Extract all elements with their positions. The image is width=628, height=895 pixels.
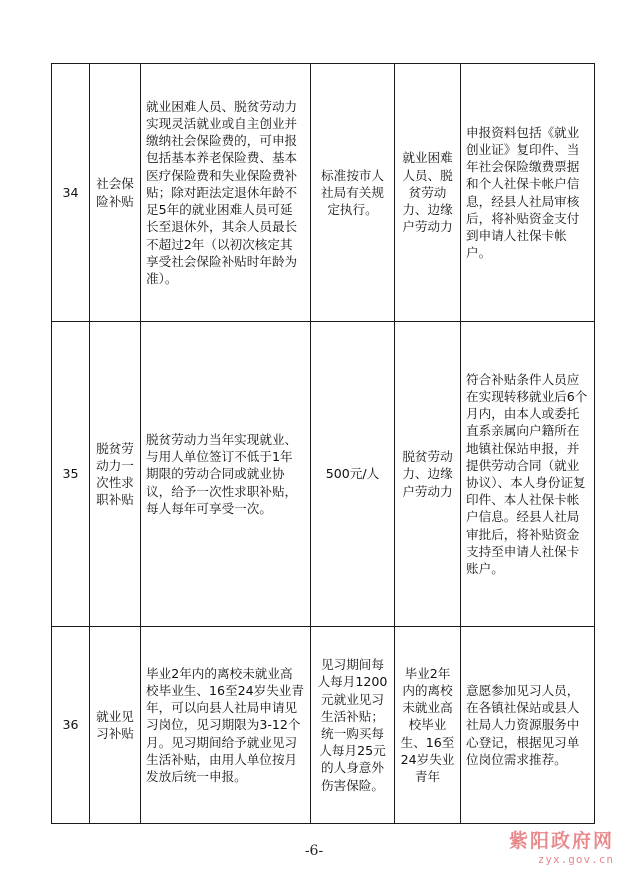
subsidy-standard: 标准按市人社局有关规定执行。 bbox=[311, 64, 395, 322]
table-row bbox=[52, 627, 595, 824]
subsidy-standard: 见习期间每人每月1200元就业见习生活补贴；统一购买每人每月25元的人身意外伤害保险。 bbox=[311, 627, 395, 824]
subsidy-standard: 500元/人 bbox=[311, 322, 395, 627]
page-number: -6- bbox=[304, 843, 324, 859]
application-procedure: 意愿参加见习人员，在各镇社保站或县人社局人力资源服务中心登记，根据见习单位岗位需求推荐。 bbox=[461, 627, 595, 824]
target-group: 脱贫劳动力、边缘户劳动力 bbox=[395, 322, 461, 627]
site-watermark bbox=[509, 826, 614, 866]
watermark-url: zyx.gov.cn bbox=[537, 853, 614, 866]
table-row bbox=[52, 322, 595, 627]
subsidy-name: 脱贫劳动力一次性求职补贴 bbox=[90, 322, 141, 627]
eligibility-conditions: 毕业2年内的离校未就业高校毕业生、16至24岁失业青年，可以向县人社局申请见习岗位，见习期限为3-12个月。见习期间给予就业见习生活补贴，由用人单位按月发放后统一申报。 bbox=[141, 627, 311, 824]
application-procedure: 申报资料包括《就业创业证》复印件、当年社会保险缴费票据和个人社保卡帐户信息，经县人社局审核后，将补贴资金支付到申请人社保卡帐户。 bbox=[461, 64, 595, 322]
row-number: 36 bbox=[52, 627, 90, 824]
row-number: 35 bbox=[52, 322, 90, 627]
table-row bbox=[52, 64, 595, 322]
application-procedure: 符合补贴条件人员应在实现转移就业后6个月内，由本人或委托直系亲属向户籍所在地镇社保站申报，并提供劳动合同（就业协议）、本人身份证复印件、本人社保卡帐户信息。经县人社局审批后，将补贴资金支持至申请人社保卡账户。 bbox=[461, 322, 595, 627]
subsidy-name: 就业见习补贴 bbox=[90, 627, 141, 824]
target-group: 就业困难人员、脱贫劳动力、边缘户劳动力 bbox=[395, 64, 461, 322]
target-group: 毕业2年内的离校未就业高校毕业生、16至24岁失业青年 bbox=[395, 627, 461, 824]
row-number: 34 bbox=[52, 64, 90, 322]
eligibility-conditions: 就业困难人员、脱贫劳动力实现灵活就业或自主创业并缴纳社会保险费的，可申报包括基本养老保险费、基本医疗保险费和失业保险费补贴；除对距法定退休年龄不足5年的就业困难人员可延长至退休外，其余人员最长不超过2年（以初次核定其享受社会保险补贴时年龄为准）。 bbox=[141, 64, 311, 322]
watermark-title: 紫阳政府网 bbox=[508, 830, 614, 852]
subsidy-name: 社会保险补贴 bbox=[90, 64, 141, 322]
subsidy-policy-table bbox=[51, 63, 595, 824]
eligibility-conditions: 脱贫劳动力当年实现就业、与用人单位签订不低于1年期限的劳动合同或就业协议，给予一次性求职补贴，每人每年可享受一次。 bbox=[141, 322, 311, 627]
